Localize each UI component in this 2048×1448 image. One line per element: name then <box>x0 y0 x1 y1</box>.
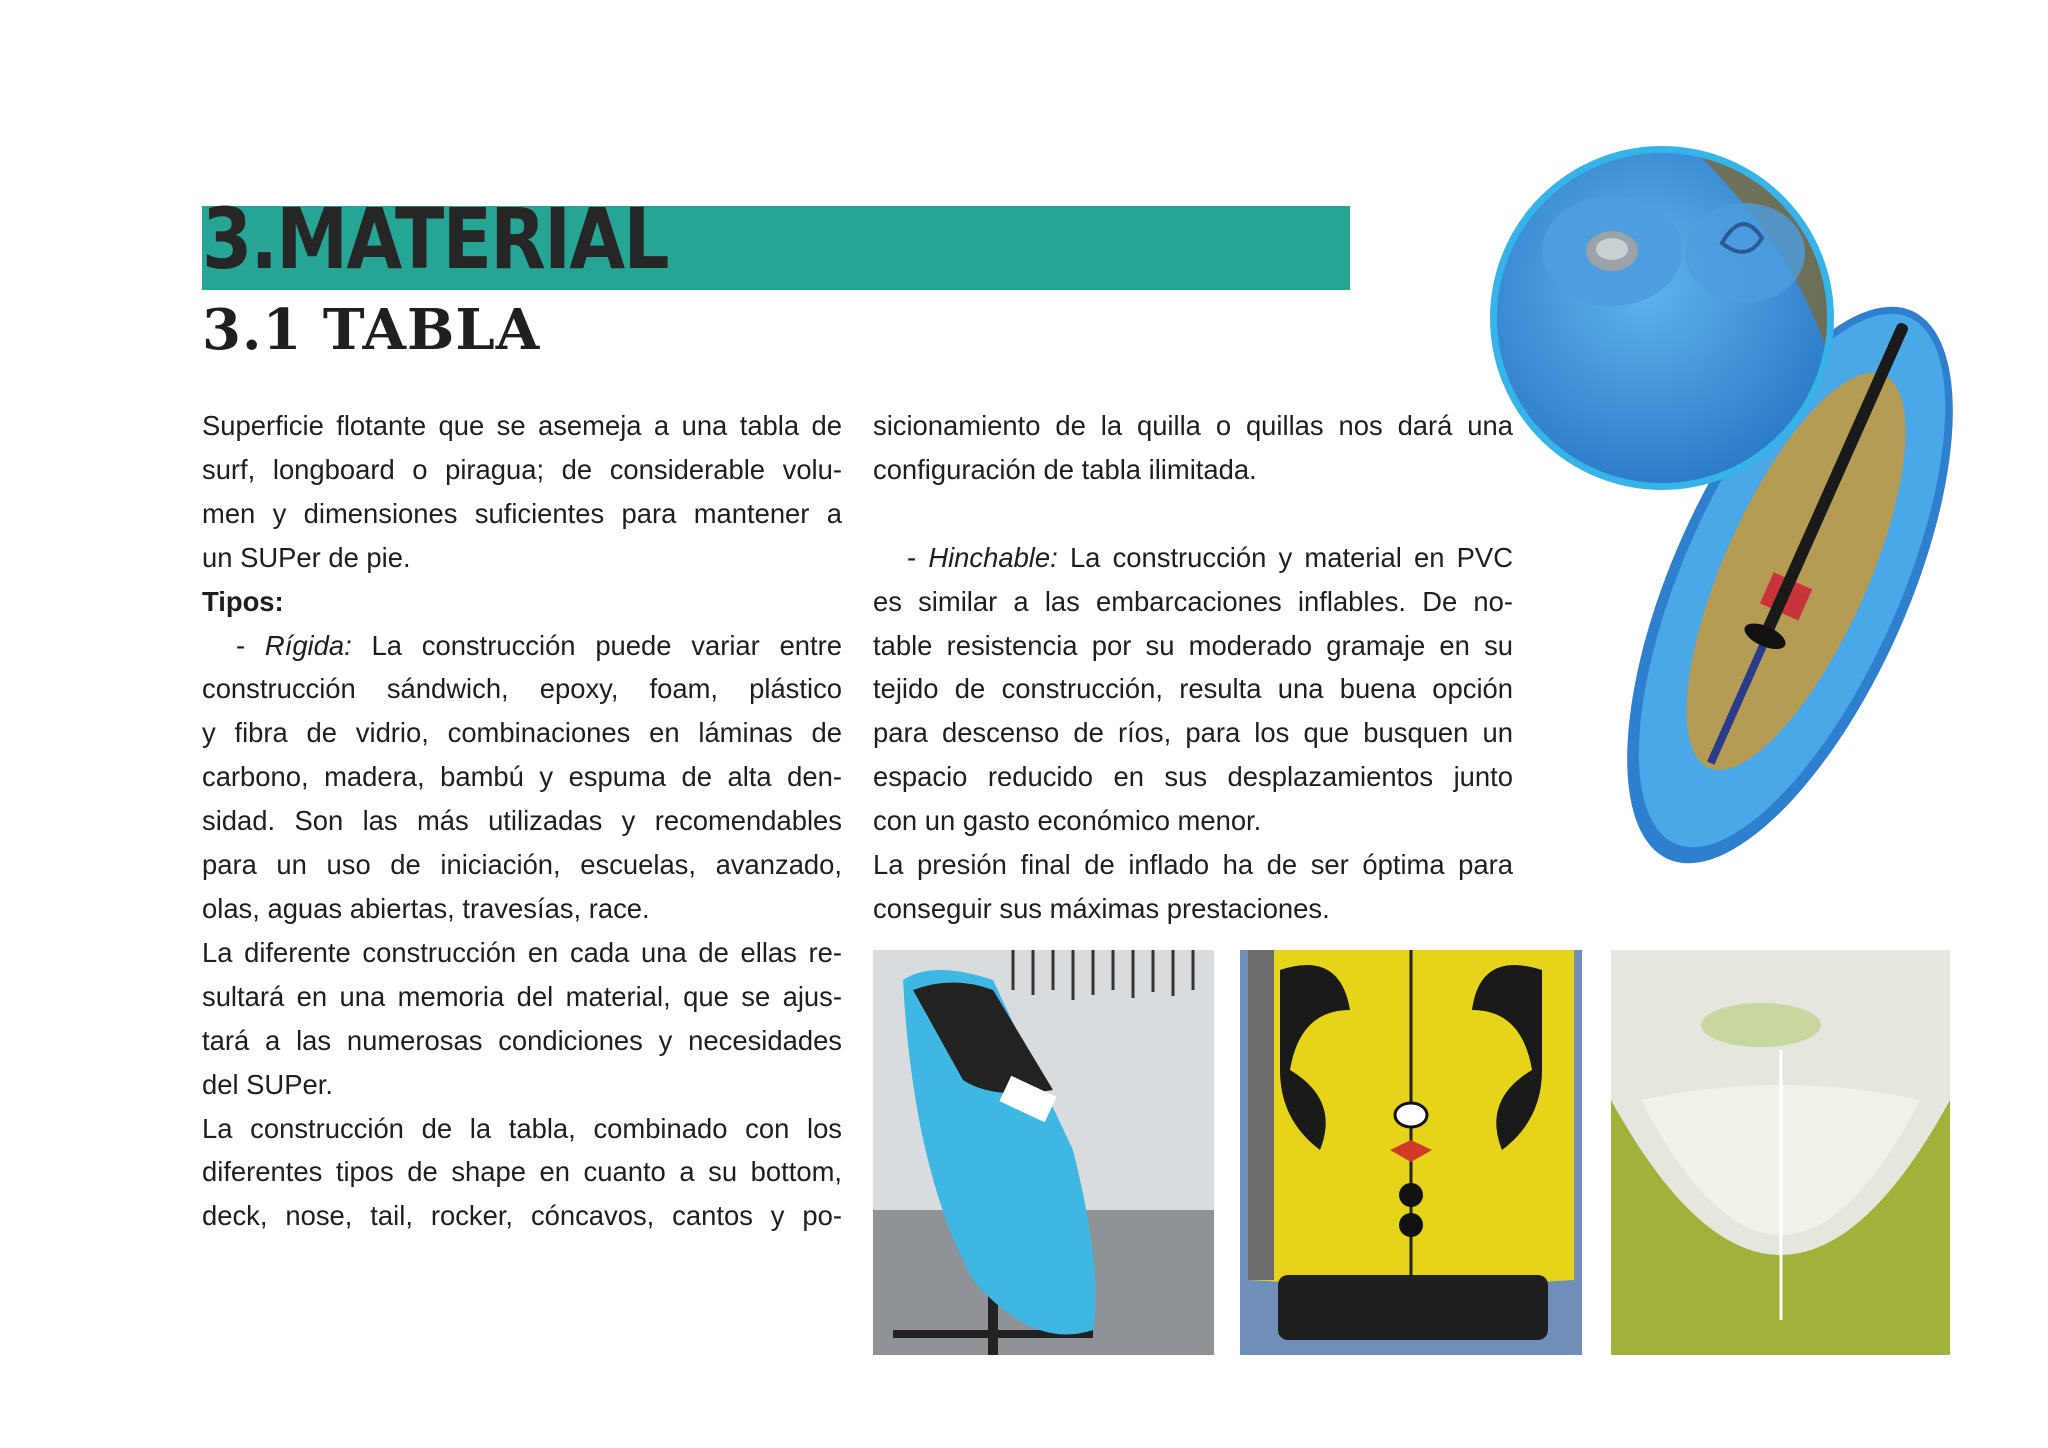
text-line: un SUPer de pie. <box>202 541 411 573</box>
text-line: men y dimensiones suficientes para mantener a <box>202 497 842 529</box>
fin-detail-photo <box>1611 950 1950 1355</box>
rigid-board-photo <box>873 950 1214 1355</box>
text-line: conseguir sus máximas prestaciones. <box>873 892 1330 924</box>
hinchable-first-text: La construcción y material en PVC <box>1069 541 1513 573</box>
subsection-title: 3.1 TABLA <box>202 297 541 363</box>
tipos-heading <box>202 580 842 624</box>
text-line: Superficie flotante que se asemeja a una tabla de <box>202 410 842 441</box>
rigida-first-line: - Rígida: La construcción puede variar entre <box>236 629 842 661</box>
text-line: del SUPer. <box>202 1068 333 1100</box>
text-line: table resistencia por su moderado gramaje en su <box>873 629 1513 661</box>
text-line: para descenso de ríos, para los que busquen un <box>873 717 1513 749</box>
text-line: configuración de tabla ilimitada. <box>873 453 1257 485</box>
valve-detail-photo <box>1490 146 1834 490</box>
text-line: sicionamiento de la quilla o quillas nos dará una <box>873 410 1513 441</box>
text-line: tará a las numerosas condiciones y necesidades <box>202 1024 842 1056</box>
left-text-column <box>202 404 842 1238</box>
text-line: tejido de construcción, resulta una buena opción <box>873 673 1513 705</box>
text-line: espacio reducido en sus desplazamientos junto <box>873 761 1513 793</box>
text-line: deck, nose, tail, rocker, cóncavos, cantos y po- <box>202 1200 842 1232</box>
text-line: carbono, madera, bambú y espuma de alta den- <box>202 761 842 793</box>
text-line: con un gasto económico menor. <box>873 805 1262 837</box>
text-line: La construcción de la tabla, combinado con los <box>202 1112 842 1144</box>
paragraph-gap <box>873 492 1513 536</box>
text-line: La diferente construcción en cada una de ellas re- <box>202 936 842 968</box>
text-line: olas, aguas abiertas, travesías, race. <box>202 892 650 924</box>
section-title: 3.MATERIAL <box>202 190 668 288</box>
hinchable-first-line: - Hinchable: La construcción y material en PVC <box>907 541 1513 573</box>
text-line: es similar a las embarcaciones inflables. De no- <box>873 585 1513 617</box>
text-line: para un uso de iniciación, escuelas, avanzado, <box>202 849 842 881</box>
rigida-first-text: La construcción puede variar entre <box>371 629 842 661</box>
text-line: surf, longboard o piragua; de considerable volu- <box>202 453 842 485</box>
tipos-label: Tipos: <box>202 585 284 617</box>
text-line: diferentes tipos de shape en cuanto a su bottom, <box>202 1156 842 1188</box>
text-line: La presión final de inflado ha de ser óptima para <box>873 849 1513 881</box>
right-text-column <box>873 404 1513 931</box>
text-line: y fibra de vidrio, combinaciones en láminas de <box>202 717 842 749</box>
text-line: sidad. Son las más utilizadas y recomendables <box>202 805 842 837</box>
text-line: construcción sándwich, epoxy, foam, plástico <box>202 673 842 705</box>
board-bottom-photo <box>1240 950 1582 1355</box>
rigida-label: Rígida: <box>264 629 352 661</box>
text-line: sultará en una memoria del material, que se ajus- <box>202 980 842 1012</box>
hinchable-label: Hinchable: <box>928 541 1058 573</box>
